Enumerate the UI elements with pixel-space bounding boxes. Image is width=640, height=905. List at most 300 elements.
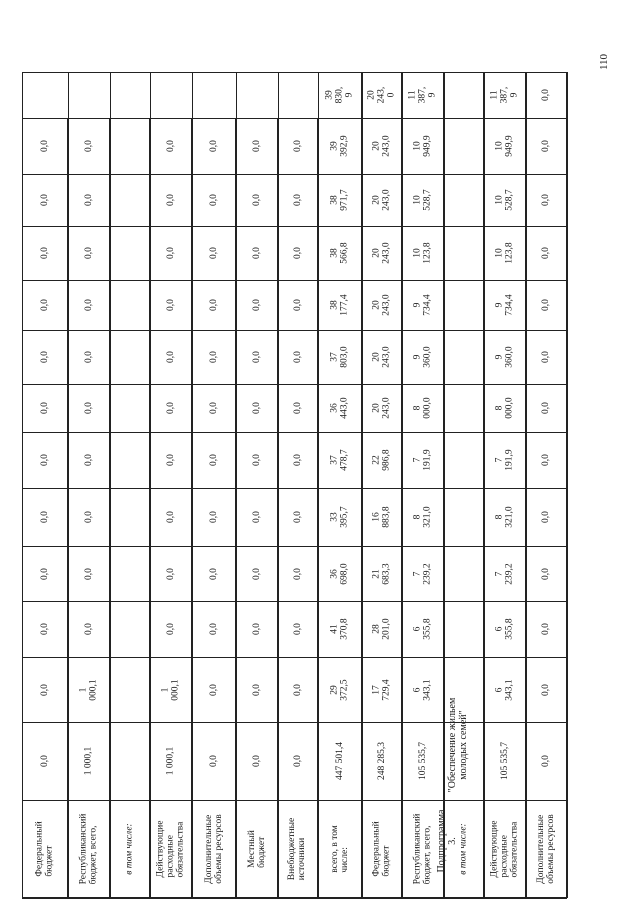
value-cell xyxy=(526,488,567,546)
value-cell xyxy=(444,432,484,488)
value-text: 0,0 xyxy=(292,567,303,580)
value-cell xyxy=(318,280,362,330)
value-cell xyxy=(444,722,484,800)
value-text: 0,0 xyxy=(165,511,176,523)
value-text: 10 949,9 xyxy=(412,135,433,157)
value-text: 0,0 xyxy=(541,623,551,635)
value-text: 0,0 xyxy=(208,194,219,206)
value-text: 0,0 xyxy=(251,454,262,466)
row-label-text: всего, в том числе: xyxy=(329,825,350,873)
value-cell xyxy=(484,226,526,280)
value-cell xyxy=(318,226,362,280)
row-label xyxy=(110,800,150,898)
value-text: 0,0 xyxy=(541,683,551,696)
value-cell xyxy=(318,488,362,546)
value-cell xyxy=(362,226,402,280)
value-text: 21 683,3 xyxy=(371,562,392,585)
value-cell xyxy=(318,546,362,601)
value-cell xyxy=(110,226,150,280)
value-text: 8 000,0 xyxy=(412,397,433,419)
value-cell xyxy=(362,72,402,118)
value-cell xyxy=(236,226,278,280)
subprogram-name: "Обеспечение жильем молодых семей" xyxy=(447,697,469,793)
value-text: 0,0 xyxy=(292,683,303,696)
value-cell xyxy=(192,280,236,330)
value-cell xyxy=(484,488,526,546)
value-text: 0,0 xyxy=(39,299,50,311)
value-cell xyxy=(444,330,484,384)
value-text: 0,0 xyxy=(39,567,50,580)
value-text: 10 528,7 xyxy=(494,189,515,211)
value-text: 10 949,9 xyxy=(494,135,515,157)
value-text: 0,0 xyxy=(83,194,94,206)
value-cell xyxy=(110,488,150,546)
value-cell xyxy=(362,280,402,330)
value-text: 11 387, 9 xyxy=(407,86,438,104)
value-cell xyxy=(526,657,567,722)
value-text: 0,0 xyxy=(39,755,50,767)
value-cell xyxy=(318,174,362,226)
value-cell xyxy=(402,226,444,280)
value-cell xyxy=(192,174,236,226)
value-cell xyxy=(192,330,236,384)
value-cell xyxy=(150,601,192,657)
value-cell xyxy=(278,722,318,800)
value-cell xyxy=(362,722,402,800)
value-text: 0,0 xyxy=(251,755,262,767)
row-label-text: в том числе: xyxy=(458,823,469,875)
value-text: 0,0 xyxy=(541,194,551,206)
value-cell xyxy=(22,174,68,226)
value-text: 20 243, 0 xyxy=(366,86,397,104)
value-text: 0,0 xyxy=(39,402,50,414)
value-cell xyxy=(236,280,278,330)
value-cell xyxy=(278,330,318,384)
value-cell xyxy=(318,384,362,432)
value-text: 22 986,8 xyxy=(371,449,392,471)
value-cell xyxy=(68,546,110,601)
value-text: 0,0 xyxy=(292,402,303,414)
value-text: 0,0 xyxy=(39,140,50,152)
value-cell xyxy=(362,384,402,432)
value-text: 447 501,4 xyxy=(334,742,345,780)
row-label-text: Действующие расходные обязательства xyxy=(489,820,520,878)
value-text: 0,0 xyxy=(208,567,219,580)
value-cell xyxy=(362,657,402,722)
value-cell xyxy=(236,722,278,800)
value-text: 0,0 xyxy=(39,351,50,363)
value-cell xyxy=(22,280,68,330)
value-text: 10 123,8 xyxy=(412,242,433,264)
value-text: 6 343,1 xyxy=(412,678,433,701)
value-text: 0,0 xyxy=(208,511,219,523)
value-text: 0,0 xyxy=(39,247,50,259)
value-text: 0,0 xyxy=(83,623,94,635)
value-cell xyxy=(278,657,318,722)
row-label-text: Дополнительные объемы ресурсов xyxy=(536,814,556,884)
value-text: 105 535,7 xyxy=(417,742,428,780)
value-text: 0,0 xyxy=(251,247,262,259)
value-cell xyxy=(192,722,236,800)
row-label xyxy=(68,800,110,898)
value-cell xyxy=(278,226,318,280)
value-cell xyxy=(444,174,484,226)
value-text: 0,0 xyxy=(292,194,303,206)
value-text: 0,0 xyxy=(208,755,219,767)
value-cell xyxy=(402,601,444,657)
value-cell xyxy=(362,118,402,174)
value-text: 6 355,8 xyxy=(412,618,433,640)
value-cell xyxy=(402,432,444,488)
value-cell xyxy=(526,722,567,800)
value-text: 36 698,0 xyxy=(329,562,350,585)
value-cell xyxy=(362,546,402,601)
value-text: 20 243,0 xyxy=(371,135,392,157)
value-cell xyxy=(150,657,192,722)
value-text: 0,0 xyxy=(208,454,219,466)
row-label-text: Федеральный бюджет xyxy=(34,821,55,877)
value-text: 9 360,0 xyxy=(412,346,433,368)
value-cell xyxy=(22,384,68,432)
value-cell xyxy=(22,488,68,546)
value-text: 0,0 xyxy=(208,402,219,414)
value-text: 0,0 xyxy=(208,683,219,696)
value-text: 0,0 xyxy=(541,454,551,466)
value-cell xyxy=(318,722,362,800)
row-label xyxy=(484,800,526,898)
value-text: 0,0 xyxy=(541,351,551,363)
value-cell xyxy=(110,280,150,330)
value-text: 9 360,0 xyxy=(494,346,515,368)
value-text: 8 000,0 xyxy=(494,397,515,419)
value-cell xyxy=(22,330,68,384)
row-label-text: в том числе: xyxy=(124,823,135,875)
row-label-text: Местный бюджет xyxy=(246,830,267,868)
row-label-text: Республиканский бюджет, всего, xyxy=(412,813,433,885)
value-cell xyxy=(444,226,484,280)
value-cell xyxy=(150,432,192,488)
value-cell xyxy=(484,330,526,384)
value-cell xyxy=(192,432,236,488)
row-label xyxy=(22,800,68,898)
value-text: 6 355,8 xyxy=(494,618,515,640)
value-text: 7 191,9 xyxy=(494,449,515,471)
value-cell xyxy=(444,280,484,330)
value-cell xyxy=(150,280,192,330)
value-text: 8 321,0 xyxy=(494,506,515,528)
value-cell xyxy=(192,546,236,601)
value-text: 0,0 xyxy=(165,567,176,580)
row-label xyxy=(278,800,318,898)
value-cell xyxy=(68,488,110,546)
value-text: 33 395,7 xyxy=(329,506,350,528)
value-cell xyxy=(402,657,444,722)
value-text: 0,0 xyxy=(83,247,94,259)
value-text: 0,0 xyxy=(251,683,262,696)
value-cell xyxy=(192,118,236,174)
value-cell xyxy=(526,226,567,280)
value-text: 0,0 xyxy=(208,247,219,259)
value-cell xyxy=(22,722,68,800)
value-cell xyxy=(236,118,278,174)
value-cell xyxy=(318,432,362,488)
value-text: 8 321,0 xyxy=(412,506,433,528)
row-label xyxy=(192,800,236,898)
value-text: 1 000,1 xyxy=(83,746,94,776)
value-cell xyxy=(110,384,150,432)
value-cell xyxy=(526,174,567,226)
value-text: 0,0 xyxy=(83,402,94,414)
value-text: 105 535,7 xyxy=(499,742,510,780)
value-text: 0,0 xyxy=(165,299,176,311)
value-text: 0,0 xyxy=(83,299,94,311)
value-cell xyxy=(192,384,236,432)
value-text: 0,0 xyxy=(292,140,303,152)
grid-hline xyxy=(22,898,567,899)
value-text: 0,0 xyxy=(165,140,176,152)
value-text: 20 243,0 xyxy=(371,397,392,419)
value-cell xyxy=(110,722,150,800)
value-text: 0,0 xyxy=(83,454,94,466)
value-cell xyxy=(22,432,68,488)
value-text: 0,0 xyxy=(251,194,262,206)
value-cell xyxy=(526,330,567,384)
value-cell xyxy=(444,546,484,601)
value-cell xyxy=(236,174,278,226)
value-cell xyxy=(68,722,110,800)
value-text: 20 243,0 xyxy=(371,189,392,211)
value-cell xyxy=(150,722,192,800)
row-label-text: Федеральный бюджет xyxy=(371,821,392,877)
value-cell xyxy=(192,226,236,280)
value-cell xyxy=(362,432,402,488)
value-cell xyxy=(402,546,444,601)
value-cell xyxy=(150,118,192,174)
value-text: 0,0 xyxy=(251,140,262,152)
value-text: 1 000,1 xyxy=(160,678,181,701)
value-text: 0,0 xyxy=(251,511,262,523)
value-text: 0,0 xyxy=(251,299,262,311)
value-text: 39 830, 9 xyxy=(324,86,355,104)
value-cell xyxy=(110,657,150,722)
value-text: 17 729,4 xyxy=(371,678,392,701)
value-text: 0,0 xyxy=(165,194,176,206)
value-text: 0,0 xyxy=(541,299,551,311)
value-cell xyxy=(444,657,484,722)
value-text: 36 443,0 xyxy=(329,397,350,419)
row-label-text: Внебюджетные источники xyxy=(287,817,308,881)
value-text: 7 239,2 xyxy=(494,562,515,585)
grid-vline xyxy=(567,72,568,898)
value-cell xyxy=(402,280,444,330)
value-cell xyxy=(526,280,567,330)
value-text: 0,0 xyxy=(292,511,303,523)
value-text: 0,0 xyxy=(165,454,176,466)
value-text: 0,0 xyxy=(541,511,551,523)
value-cell xyxy=(68,601,110,657)
value-text: 10 528,7 xyxy=(412,189,433,211)
value-cell xyxy=(402,118,444,174)
value-text: 248 285,3 xyxy=(376,742,387,780)
value-cell xyxy=(68,174,110,226)
row-label xyxy=(236,800,278,898)
row-label xyxy=(444,800,484,898)
value-cell xyxy=(318,118,362,174)
value-cell xyxy=(278,432,318,488)
value-cell xyxy=(362,330,402,384)
value-text: 0,0 xyxy=(83,351,94,363)
value-cell xyxy=(444,118,484,174)
value-cell xyxy=(526,546,567,601)
value-cell xyxy=(110,546,150,601)
value-cell xyxy=(484,72,526,118)
value-text: 0,0 xyxy=(83,140,94,152)
value-cell xyxy=(150,174,192,226)
value-cell xyxy=(236,488,278,546)
value-text: 0,0 xyxy=(208,351,219,363)
value-cell xyxy=(484,657,526,722)
value-cell xyxy=(526,72,567,118)
row-label xyxy=(402,800,444,898)
value-cell xyxy=(236,432,278,488)
value-cell xyxy=(236,546,278,601)
value-text: 0,0 xyxy=(83,567,94,580)
value-text: 1 000,1 xyxy=(165,746,176,776)
value-text: 0,0 xyxy=(251,351,262,363)
value-text: 0,0 xyxy=(251,567,262,580)
value-text: 0,0 xyxy=(541,567,551,580)
value-text: 0,0 xyxy=(39,623,50,635)
value-cell xyxy=(110,118,150,174)
value-text: 16 883,8 xyxy=(371,506,392,528)
row-label xyxy=(318,800,362,898)
value-text: 0,0 xyxy=(165,623,176,635)
value-cell xyxy=(236,330,278,384)
value-text: 0,0 xyxy=(83,511,94,523)
value-cell xyxy=(68,330,110,384)
value-cell xyxy=(402,174,444,226)
value-text: 20 243,0 xyxy=(371,242,392,264)
value-cell xyxy=(484,432,526,488)
value-text: 9 734,4 xyxy=(494,294,515,316)
row-label xyxy=(362,800,402,898)
value-cell xyxy=(526,118,567,174)
value-text: 38 177,4 xyxy=(329,294,350,316)
value-text: 38 971,7 xyxy=(329,189,350,211)
value-cell xyxy=(68,657,110,722)
value-cell xyxy=(236,601,278,657)
value-cell xyxy=(110,432,150,488)
value-text: 6 343,1 xyxy=(494,678,515,701)
value-text: 0,0 xyxy=(165,351,176,363)
value-text: 37 803,0 xyxy=(329,346,350,368)
value-cell xyxy=(484,280,526,330)
value-text: 0,0 xyxy=(292,299,303,311)
value-text: 38 566,8 xyxy=(329,242,350,264)
value-text: 0,0 xyxy=(292,351,303,363)
value-text: 0,0 xyxy=(541,755,551,767)
value-cell xyxy=(192,601,236,657)
value-cell xyxy=(278,280,318,330)
value-cell xyxy=(278,601,318,657)
value-cell xyxy=(484,174,526,226)
value-cell xyxy=(192,488,236,546)
row-label xyxy=(526,800,567,898)
value-cell xyxy=(110,174,150,226)
value-text: 0,0 xyxy=(39,194,50,206)
value-text: 0,0 xyxy=(292,755,303,767)
value-cell xyxy=(150,488,192,546)
value-cell xyxy=(318,601,362,657)
value-cell xyxy=(444,384,484,432)
value-text: 0,0 xyxy=(39,511,50,523)
value-text: 0,0 xyxy=(39,683,50,696)
value-cell xyxy=(68,384,110,432)
value-cell xyxy=(192,657,236,722)
value-cell xyxy=(278,384,318,432)
value-cell xyxy=(402,488,444,546)
value-text: 0,0 xyxy=(165,247,176,259)
value-text: 0,0 xyxy=(208,623,219,635)
page-number: 110 xyxy=(597,53,610,71)
value-cell xyxy=(110,330,150,384)
value-text: 0,0 xyxy=(39,454,50,466)
value-text: 10 123,8 xyxy=(494,242,515,264)
value-text: 0,0 xyxy=(292,247,303,259)
value-text: 0,0 xyxy=(251,623,262,635)
value-cell xyxy=(278,174,318,226)
value-cell xyxy=(526,384,567,432)
value-cell xyxy=(318,330,362,384)
value-cell xyxy=(526,432,567,488)
value-text: 20 243,0 xyxy=(371,294,392,316)
subprogram-code: Подпрограмма 3. xyxy=(436,809,458,873)
value-cell xyxy=(68,432,110,488)
value-text: 29 372,5 xyxy=(329,678,350,701)
value-text: 0,0 xyxy=(292,454,303,466)
row-label xyxy=(150,800,192,898)
value-cell xyxy=(484,384,526,432)
value-cell xyxy=(150,546,192,601)
value-cell xyxy=(484,601,526,657)
value-cell xyxy=(318,657,362,722)
value-cell xyxy=(22,601,68,657)
value-cell xyxy=(68,118,110,174)
value-cell xyxy=(278,118,318,174)
value-text: 0,0 xyxy=(165,402,176,414)
value-text: 11 387, 9 xyxy=(489,86,520,104)
value-cell xyxy=(22,118,68,174)
value-text: 7 191,9 xyxy=(412,449,433,471)
value-cell xyxy=(318,72,362,118)
value-cell xyxy=(150,330,192,384)
value-text: 0,0 xyxy=(208,299,219,311)
value-cell xyxy=(362,601,402,657)
value-cell xyxy=(236,657,278,722)
value-cell xyxy=(444,72,484,118)
value-text: 7 239,2 xyxy=(412,562,433,585)
value-cell xyxy=(68,226,110,280)
value-cell xyxy=(362,174,402,226)
value-text: 9 734,4 xyxy=(412,294,433,316)
value-cell xyxy=(278,546,318,601)
value-cell xyxy=(402,330,444,384)
value-cell xyxy=(484,118,526,174)
value-text: 39 392,9 xyxy=(329,135,350,157)
value-cell xyxy=(444,601,484,657)
row-label-text: Действующие расходные обязательства xyxy=(155,820,186,878)
value-cell xyxy=(402,72,444,118)
